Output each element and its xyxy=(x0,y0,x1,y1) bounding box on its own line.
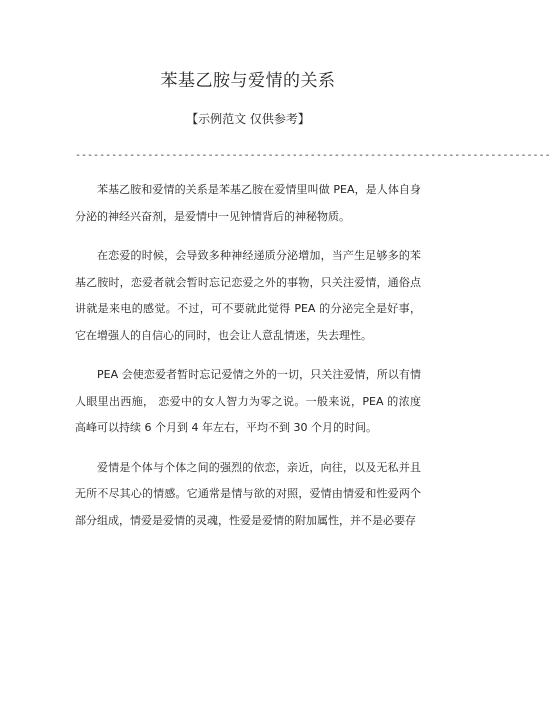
paragraph: 在恋爱的时候，会导致多种神经递质分泌增加，当产生足够多的苯基乙胺时，恋爱者就会暂时忘记恋爱之外的事物，只关注爱情，通俗点讲就是来电的感觉。不过，可不要就此觉得 PEA 的分泌完全是好事，它在增强人的自信心的同时，也会让人意乱情迷，失去理性。 xyxy=(75,249,421,342)
document-body xyxy=(75,177,421,547)
paragraph: 爱情是个体与个体之间的强烈的依恋，亲近，向往，以及无私并且无所不尽其心的情感。它通常是情与欲的对照，爱情由情爱和性爱两个部分组成，情爱是爱情的灵魂，性爱是爱情的附加属性，并不是必要存 xyxy=(75,460,421,527)
paragraph: 苯基乙胺和爱情的关系是苯基乙胺在爱情里叫做 PEA，是人体自身分泌的神经兴奋剂，是爱情中一见钟情背后的神秘物质。 xyxy=(75,183,421,223)
dashed-divider: ------------------------------------------------------------------------------- xyxy=(75,150,551,161)
page-title: 苯基乙胺与爱情的关系 xyxy=(160,71,336,91)
paragraph: PEA 会使恋爱者暂时忘记爱情之外的一切，只关注爱情，所以有情人眼里出西施， 恋爱中的女人智力为零之说。一般来说，PEA 的浓度高峰可以持续 6 个月到 4 年左右，平均不到 30 个月的时间。 xyxy=(75,368,421,434)
page-subtitle: 【示例范文 仅供参考】 xyxy=(186,112,310,126)
